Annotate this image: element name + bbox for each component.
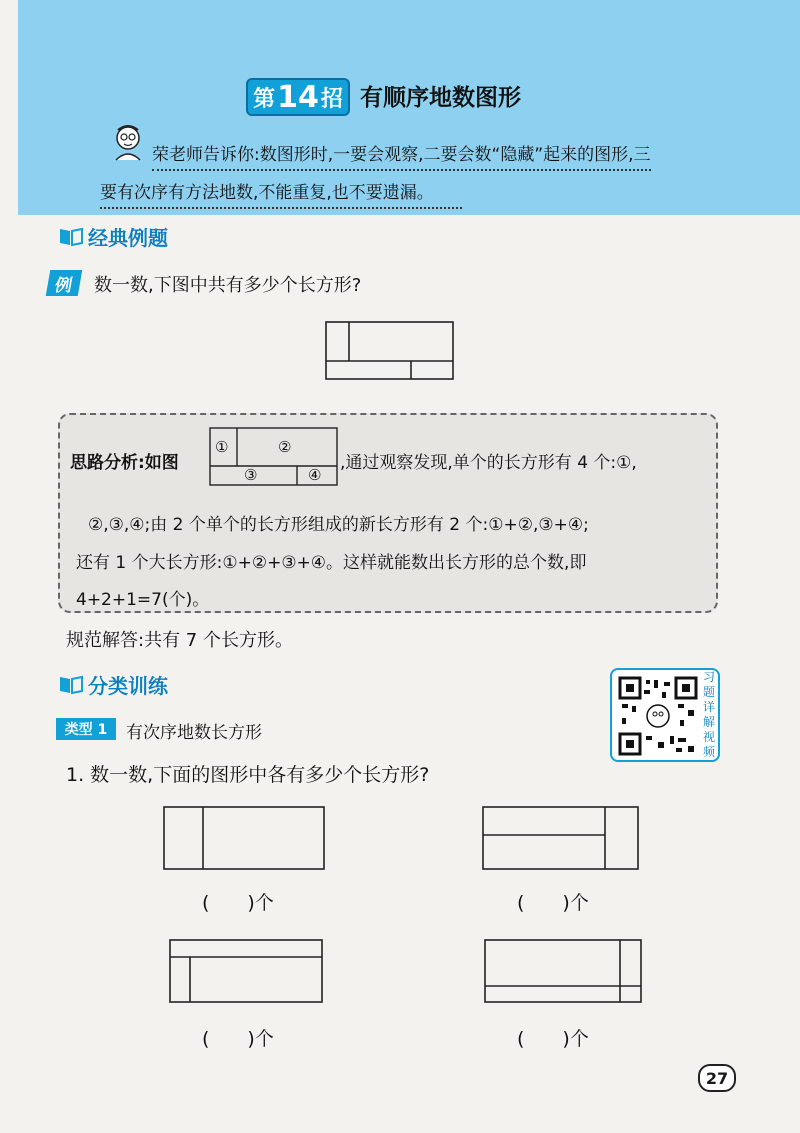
tip-line-1: 荣老师告诉你:数图形时,一要会观察,二要会数“隐藏”起来的图形,三 (152, 140, 651, 171)
page-number: 27 (698, 1064, 736, 1092)
qr-caption (700, 670, 718, 760)
answer-blank-2[interactable]: ( )个 (517, 892, 589, 914)
answer-blank-4[interactable]: ( )个 (517, 1028, 589, 1050)
type-badge: 类型 1 (56, 718, 116, 740)
lesson-title: 有顺序地数图形 (360, 84, 521, 111)
example-question: 数一数,下图中共有多少个长方形? (94, 275, 362, 296)
analysis-line-2: ②,③,④;由 2 个单个的长方形组成的新长方形有 2 个:①+②,③+④; (88, 515, 589, 535)
qr-caption-char: 习 (702, 670, 715, 684)
label-4: ④ (308, 466, 322, 484)
teacher-icon (108, 122, 148, 162)
analysis-lead: 思路分析:如图 (70, 453, 179, 473)
badge-suffix: 招 (320, 86, 343, 112)
qr-code-icon (618, 676, 698, 756)
analysis-line-4: 4+2+1=7(个)。 (76, 590, 210, 610)
lesson-badge (246, 78, 350, 116)
qr-caption-char: 解 (702, 715, 715, 729)
label-2: ② (278, 438, 292, 456)
qr-code-box[interactable] (610, 668, 720, 762)
book-icon (58, 675, 84, 695)
qr-caption-char: 视 (702, 730, 715, 744)
section-classic-examples (58, 222, 168, 251)
analysis-line-3: 还有 1 个大长方形:①+②+③+④。这样就能数出长方形的总个数,即 (76, 553, 587, 573)
badge-prefix: 第 (253, 86, 276, 112)
answer-blank-1[interactable]: ( )个 (202, 892, 274, 914)
badge-number: 14 (277, 79, 319, 115)
label-1: ① (215, 438, 229, 456)
section-title-text: 经典例题 (88, 226, 168, 250)
standard-answer: 规范解答:共有 7 个长方形。 (66, 630, 293, 651)
book-icon (58, 227, 84, 247)
example-badge: 例 (46, 270, 83, 296)
qr-caption-char: 详 (702, 700, 715, 714)
type-title: 有次序地数长方形 (126, 723, 262, 743)
qr-caption-char: 题 (702, 685, 715, 699)
answer-blank-3[interactable]: ( )个 (202, 1028, 274, 1050)
qr-caption-char: 频 (702, 745, 715, 759)
tip-line-2: 要有次序有方法地数,不能重复,也不要遗漏。 (100, 178, 462, 209)
section-title-text: 分类训练 (88, 674, 168, 698)
label-3: ③ (244, 466, 258, 484)
analysis-line-1: ,通过观察发现,单个的长方形有 4 个:①, (340, 453, 637, 473)
section-training (58, 670, 168, 699)
training-question: 1. 数一数,下面的图形中各有多少个长方形? (66, 764, 430, 786)
